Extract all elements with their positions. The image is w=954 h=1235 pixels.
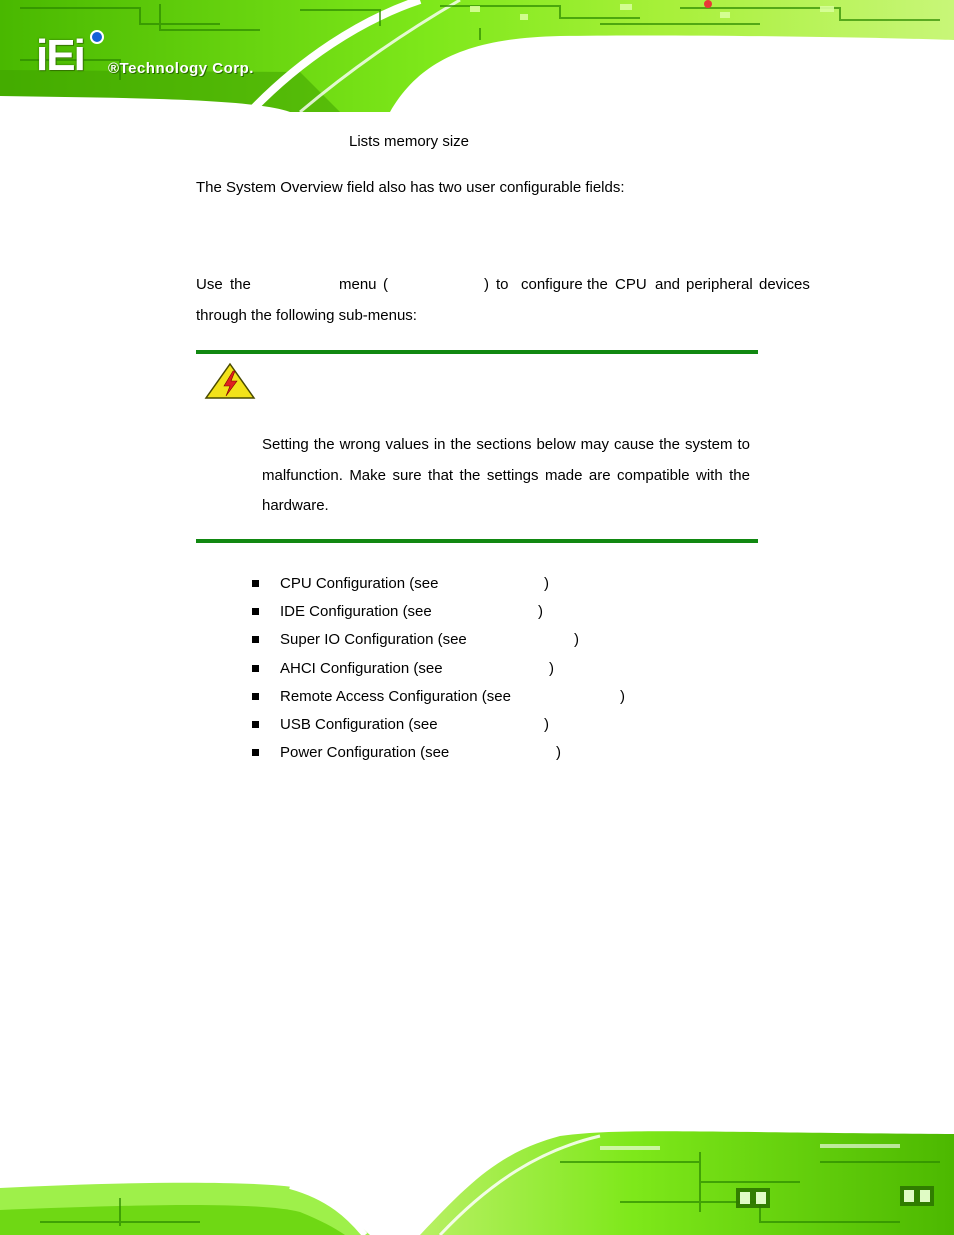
overview-paragraph: The System Overview field also has two user configurable fields: — [196, 179, 625, 196]
word: CPU — [615, 276, 647, 293]
warning-bottom-rule — [196, 539, 758, 543]
submenu-ref-close: ) — [574, 631, 579, 649]
word: Use — [196, 276, 223, 293]
word: ) — [484, 276, 489, 293]
submenu-label: CPU Configuration (see — [280, 575, 439, 592]
word: to — [496, 276, 509, 293]
warning-triangle-icon — [204, 362, 256, 400]
bullet-square-icon — [252, 636, 259, 643]
bullet-square-icon — [252, 580, 259, 587]
warning-top-rule — [196, 350, 758, 354]
iei-logo — [36, 30, 296, 90]
word: and — [655, 276, 681, 293]
circuit-board-footer-graphic — [0, 1122, 954, 1235]
page-footer-banner — [0, 1122, 954, 1235]
use-menu-paragraph-line2: through the following sub-menus: — [196, 307, 417, 324]
logo-company-name: ®Technology Corp. — [108, 60, 254, 77]
submenu-ref-close: ) — [544, 575, 549, 592]
submenu-ref-close: ) — [538, 603, 543, 621]
word: the — [587, 276, 608, 293]
bullet-square-icon — [252, 721, 259, 728]
word: peripheral — [686, 276, 753, 293]
bullet-square-icon — [252, 749, 259, 756]
submenu-label: IDE Configuration (see — [280, 603, 432, 621]
submenu-label: AHCI Configuration (see — [280, 659, 443, 677]
memory-size-description: Lists memory size — [349, 133, 470, 150]
logo-dot-icon — [90, 30, 104, 44]
submenu-label: USB Configuration (see — [280, 715, 438, 733]
submenu-ref-close: ) — [549, 659, 554, 677]
submenu-ref-close: ) — [544, 715, 549, 733]
warning-text: Setting the wrong values in the sections below may cause the system to malfunction. Make sure that the settings made are compatible with the hardware. — [262, 436, 750, 514]
bullet-square-icon — [252, 693, 259, 700]
submenu-ref-close: ) — [556, 744, 561, 762]
logo-mark: iEi — [36, 31, 84, 80]
bullet-square-icon — [252, 665, 259, 672]
word: configure — [521, 276, 583, 293]
word: devices — [759, 276, 810, 293]
page-header-banner — [0, 0, 954, 112]
bullet-square-icon — [252, 608, 259, 615]
submenu-ref-close: ) — [620, 687, 625, 705]
submenu-label: Super IO Configuration (see — [280, 631, 467, 649]
submenu-label: Remote Access Configuration (see — [280, 687, 511, 705]
word: menu — [339, 276, 377, 293]
word: ( — [383, 276, 388, 293]
submenu-label: Power Configuration (see — [280, 744, 450, 762]
word: the — [230, 276, 251, 293]
